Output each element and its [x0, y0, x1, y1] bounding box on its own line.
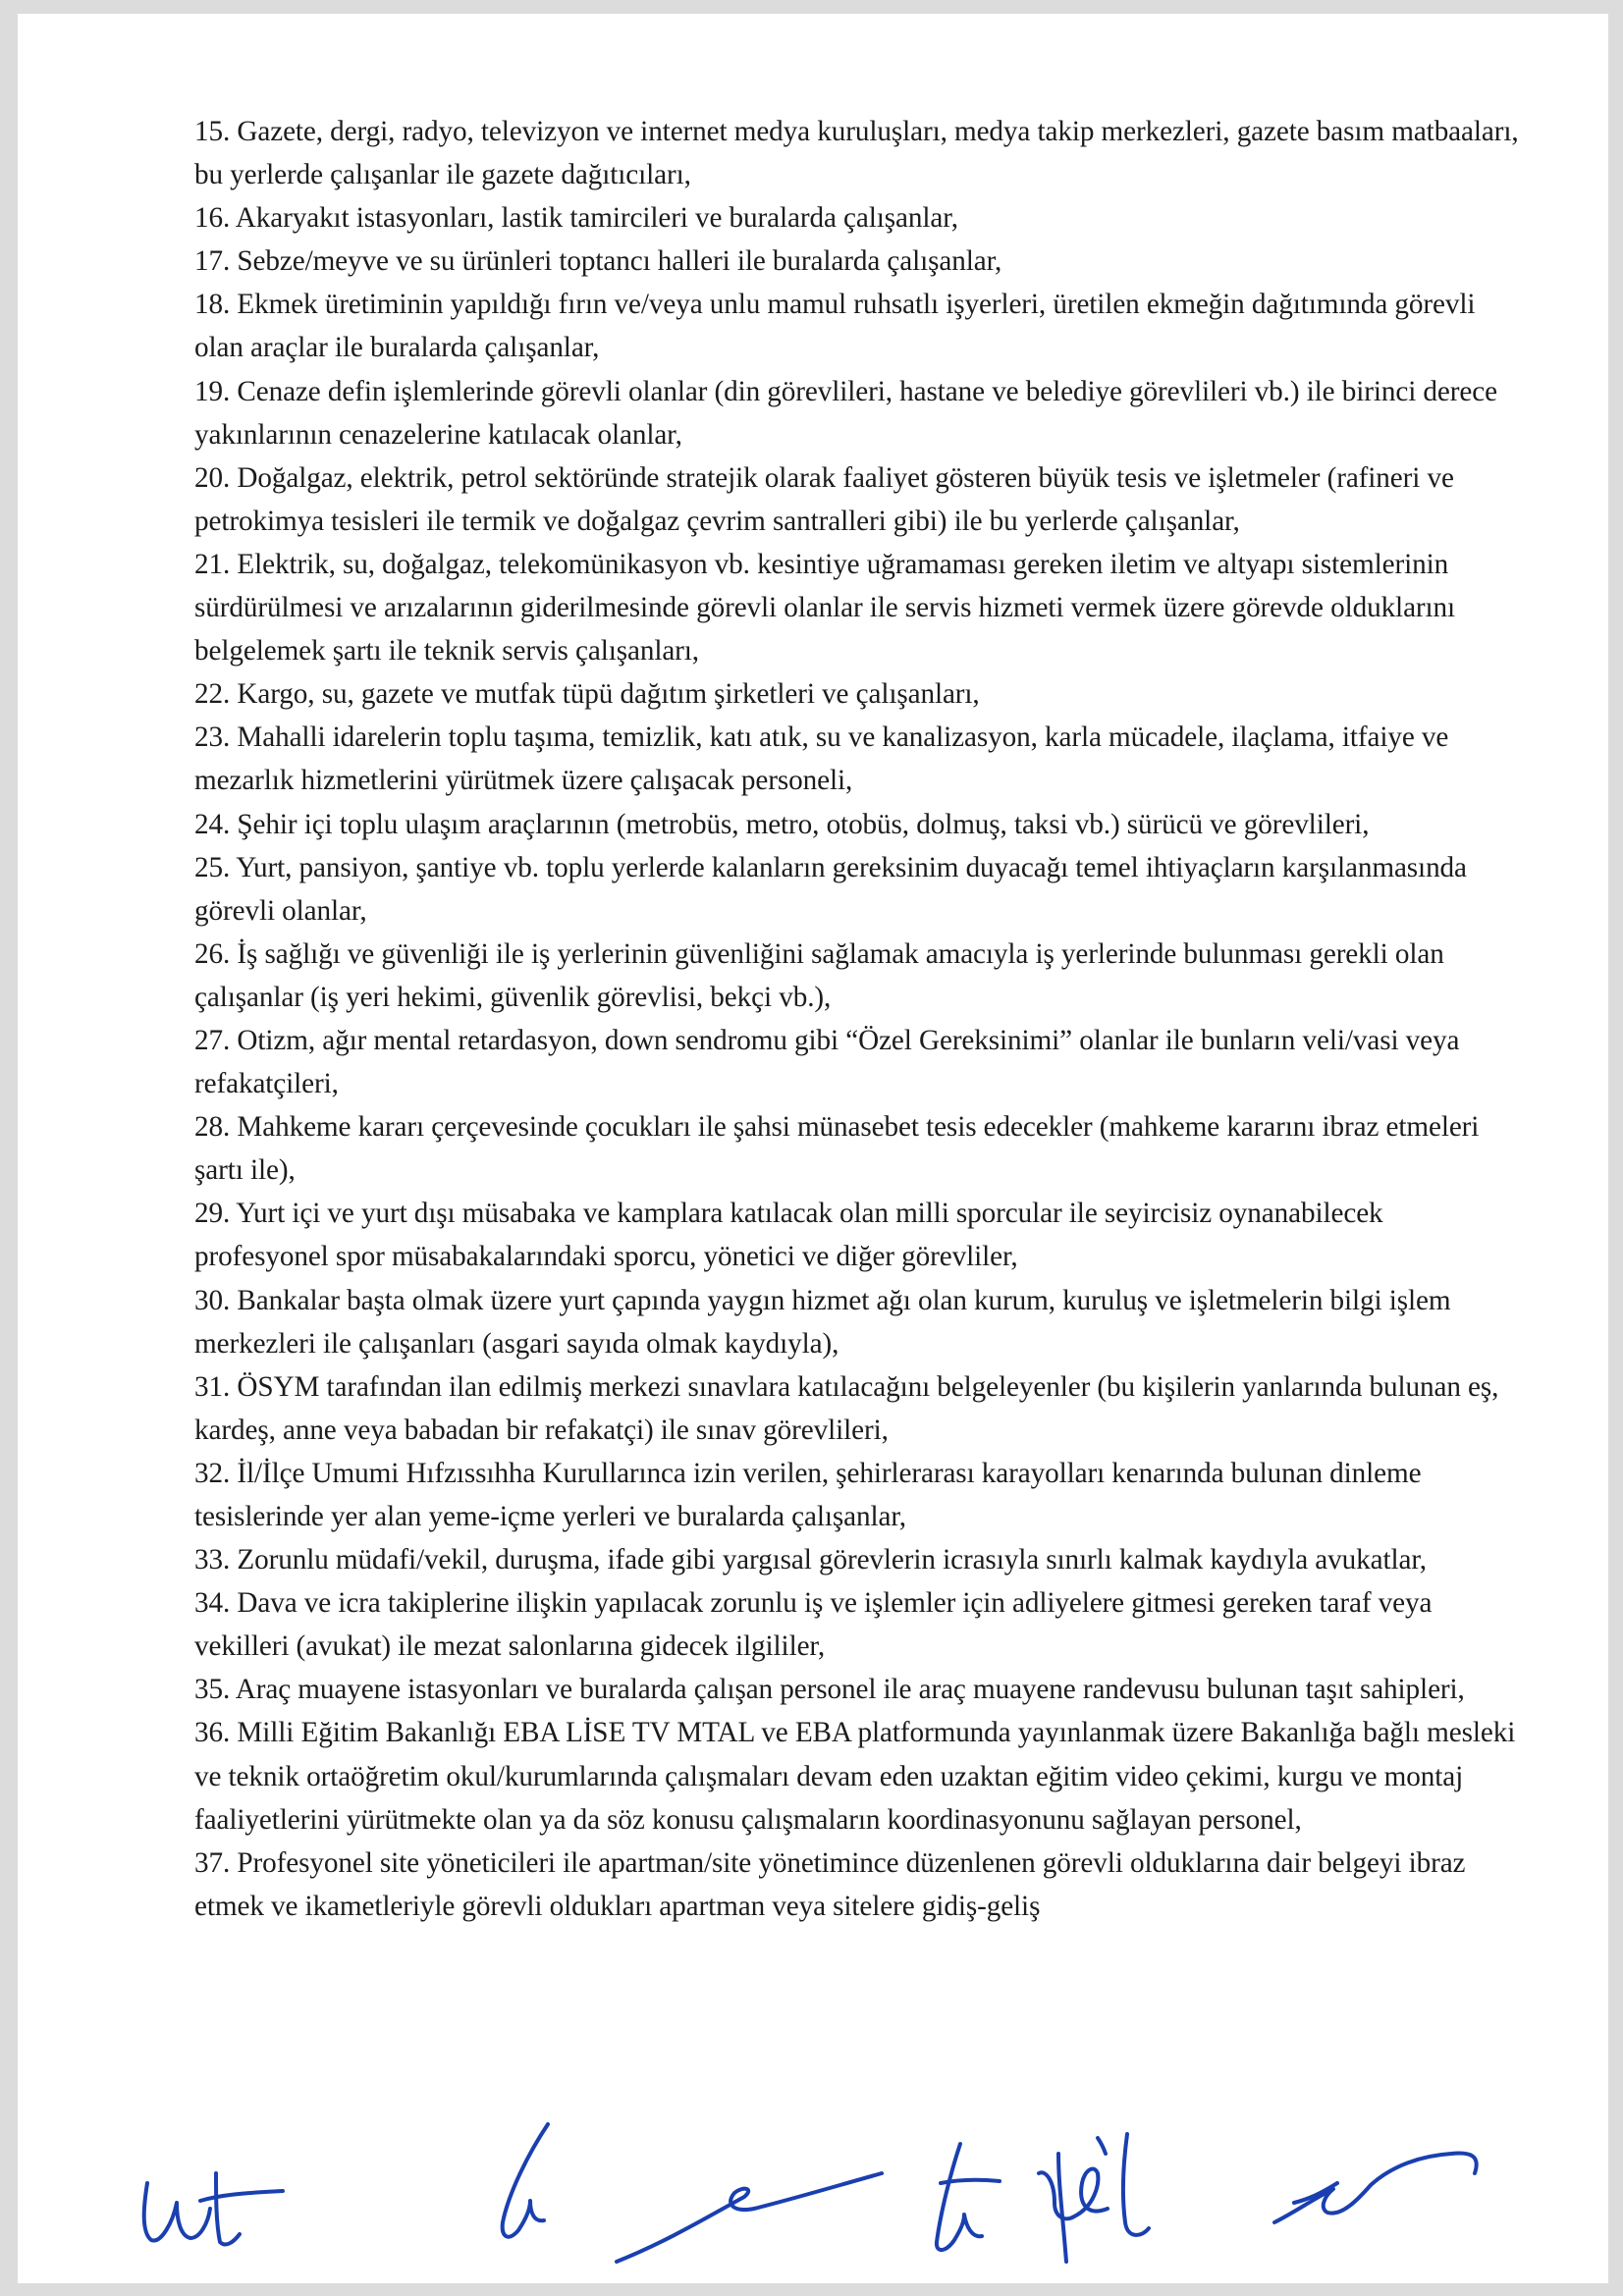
signature-3 [597, 2124, 892, 2271]
list-item: 29. Yurt içi ve yurt dışı müsabaka ve kamplara katılacak olan milli sporcular ile seyircisiz oynanabilecek profesyonel spor müsabakalarındaki sporcu, yönetici ve diğer görevliler, [194, 1198, 1383, 1273]
list-item: 17. Sebze/meyve ve su ürünleri toptancı halleri ile buralarda çalışanlar, [194, 245, 1002, 278]
list-item: 18. Ekmek üretiminin yapıldığı fırın ve/veya unlu mamul ruhsatlı işyerleri, üretilen ekmeğin dağıtımında görevli olan araçlar ile buralarda çalışanlar, [194, 289, 1476, 364]
list-item: 24. Şehir içi toplu ulaşım araçlarının (metrobüs, metro, otobüs, dolmuş, taksi vb.) sürücü ve görevlileri, [194, 808, 1370, 840]
document-body [194, 110, 1522, 1928]
signature-4 [901, 2124, 1039, 2271]
signature-row [18, 2095, 1608, 2281]
list-item: 36. Milli Eğitim Bakanlığı EBA LİSE TV MTAL ve EBA platformunda yayınlanmak üzere Bakanlığa bağlı mesleki ve teknik ortaöğretim okul/kurumlarında çalışmaları devam eden uzaktan eğitim video çekimi, kurgu ve montaj faaliyetlerini yürütmekte olan ya da söz konusu çalışmaların koordinasyonunu sağlayan personel, [194, 1717, 1516, 1836]
list-item: 31. ÖSYM tarafından ilan edilmiş merkezi sınavlara katılacağını belgeleyenler (bu kişilerin yanlarında bulunan eş, kardeş, anne veya babadan bir refakatçi) ile sınav görevlileri, [194, 1370, 1499, 1446]
signature-5 [1019, 2114, 1216, 2281]
list-item: 26. İş sağlığı ve güvenliği ile iş yerlerinin güvenliğini sağlamak amacıyla iş yerlerinde bulunması gerekli olan çalışanlar (iş yeri hekimi, güvenlik görevlisi, bekçi vb.), [194, 937, 1444, 1013]
list-item: 21. Elektrik, su, doğalgaz, telekomünikasyon vb. kesintiye uğramaması gereken iletim ve altyapı sistemlerinin sürdürülmesi ve arızalarının giderilmesinde görevli olanlar ile servis hizmeti vermek üzere görevde olduklarını belgelemek şartı ile teknik servis çalışanları, [194, 548, 1456, 667]
list-item: 34. Dava ve icra takiplerine ilişkin yapılacak zorunlu iş ve işlemler için adliyelere gitmesi gereken taraf veya vekilleri (avukat) ile mezat salonlarına gidecek ilgililer, [194, 1587, 1433, 1663]
list-item: 28. Mahkeme kararı çerçevesinde çocukları ile şahsi münasebet tesis edecekler (mahkeme kararını ibraz etmeleri şartı ile), [194, 1111, 1480, 1187]
list-item: 22. Kargo, su, gazete ve mutfak tüpü dağıtım şirketleri ve çalışanları, [194, 678, 980, 711]
list-item: 30. Bankalar başta olmak üzere yurt çapında yaygın hizmet ağı olan kurum, kuruluş ve işletmelerin bilgi işlem merkezleri ile çalışanları (asgari sayıda olmak kaydıyla), [194, 1284, 1451, 1360]
list-item: 35. Araç muayene istasyonları ve buralarda çalışan personel ile araç muayene randevusu bulunan taşıt sahipleri, [194, 1674, 1465, 1706]
list-item: 19. Cenaze defin işlemlerinde görevli olanlar (din görevlileri, hastane ve belediye görevlileri vb.) ile birinci derece yakınlarının cenazelerine katılacak olanlar, [194, 375, 1497, 451]
list-item: 23. Mahalli idarelerin toplu taşıma, temizlik, katı atık, su ve kanalizasyon, karla mücadele, ilaçlama, itfaiye ve mezarlık hizmetlerini yürütmek üzere çalışacak personeli, [194, 721, 1449, 797]
document-page [18, 14, 1608, 2283]
list-item: 37. Profesyonel site yöneticileri ile apartman/site yönetimince düzenlenen görevli olduklarına dair belgeyi ibraz etmek ve ikametleriyle görevli oldukları apartman veya sitelere gidiş-geliş [194, 1846, 1466, 1922]
signature-6 [1255, 2114, 1500, 2262]
list-item: 32. İl/İlçe Umumi Hıfzıssıhha Kurullarınca izin verilen, şehirlerarası karayolları kenarında bulunan dinleme tesislerinde yer alan yeme-içme yerleri ve buralarda çalışanlar, [194, 1457, 1422, 1532]
list-item: 25. Yurt, pansiyon, şantiye vb. toplu yerlerde kalanların gereksinim duyacağı temel ihtiyaçların karşılanmasında görevli olanlar, [194, 851, 1467, 927]
list-item: 27. Otizm, ağır mental retardasyon, down sendromu gibi “Özel Gereksinimi” olanlar ile bunların veli/vasi veya refakatçileri, [194, 1024, 1460, 1100]
signature-2 [469, 2114, 617, 2271]
list-item: 20. Doğalgaz, elektrik, petrol sektöründe stratejik olarak faaliyet gösteren büyük tesis ve işletmeler (rafineri ve petrokimya tesisleri ile termik ve doğalgaz çevrim santralleri gibi) ile bu yerlerde çalışanlar, [194, 461, 1454, 537]
list-item: 15. Gazete, dergi, radyo, televizyon ve internet medya kuruluşları, medya takip merkezleri, gazete basım matbaaları, bu yerlerde çalışanlar ile gazete dağıtıcıları, [194, 116, 1519, 191]
list-item: 16. Akaryakıt istasyonları, lastik tamircileri ve buralarda çalışanlar, [194, 202, 958, 235]
signature-1 [126, 2154, 312, 2262]
list-item: 33. Zorunlu müdafi/vekil, duruşma, ifade gibi yargısal görevlerin icrasıyla sınırlı kalmak kaydıyla avukatlar, [194, 1544, 1427, 1576]
